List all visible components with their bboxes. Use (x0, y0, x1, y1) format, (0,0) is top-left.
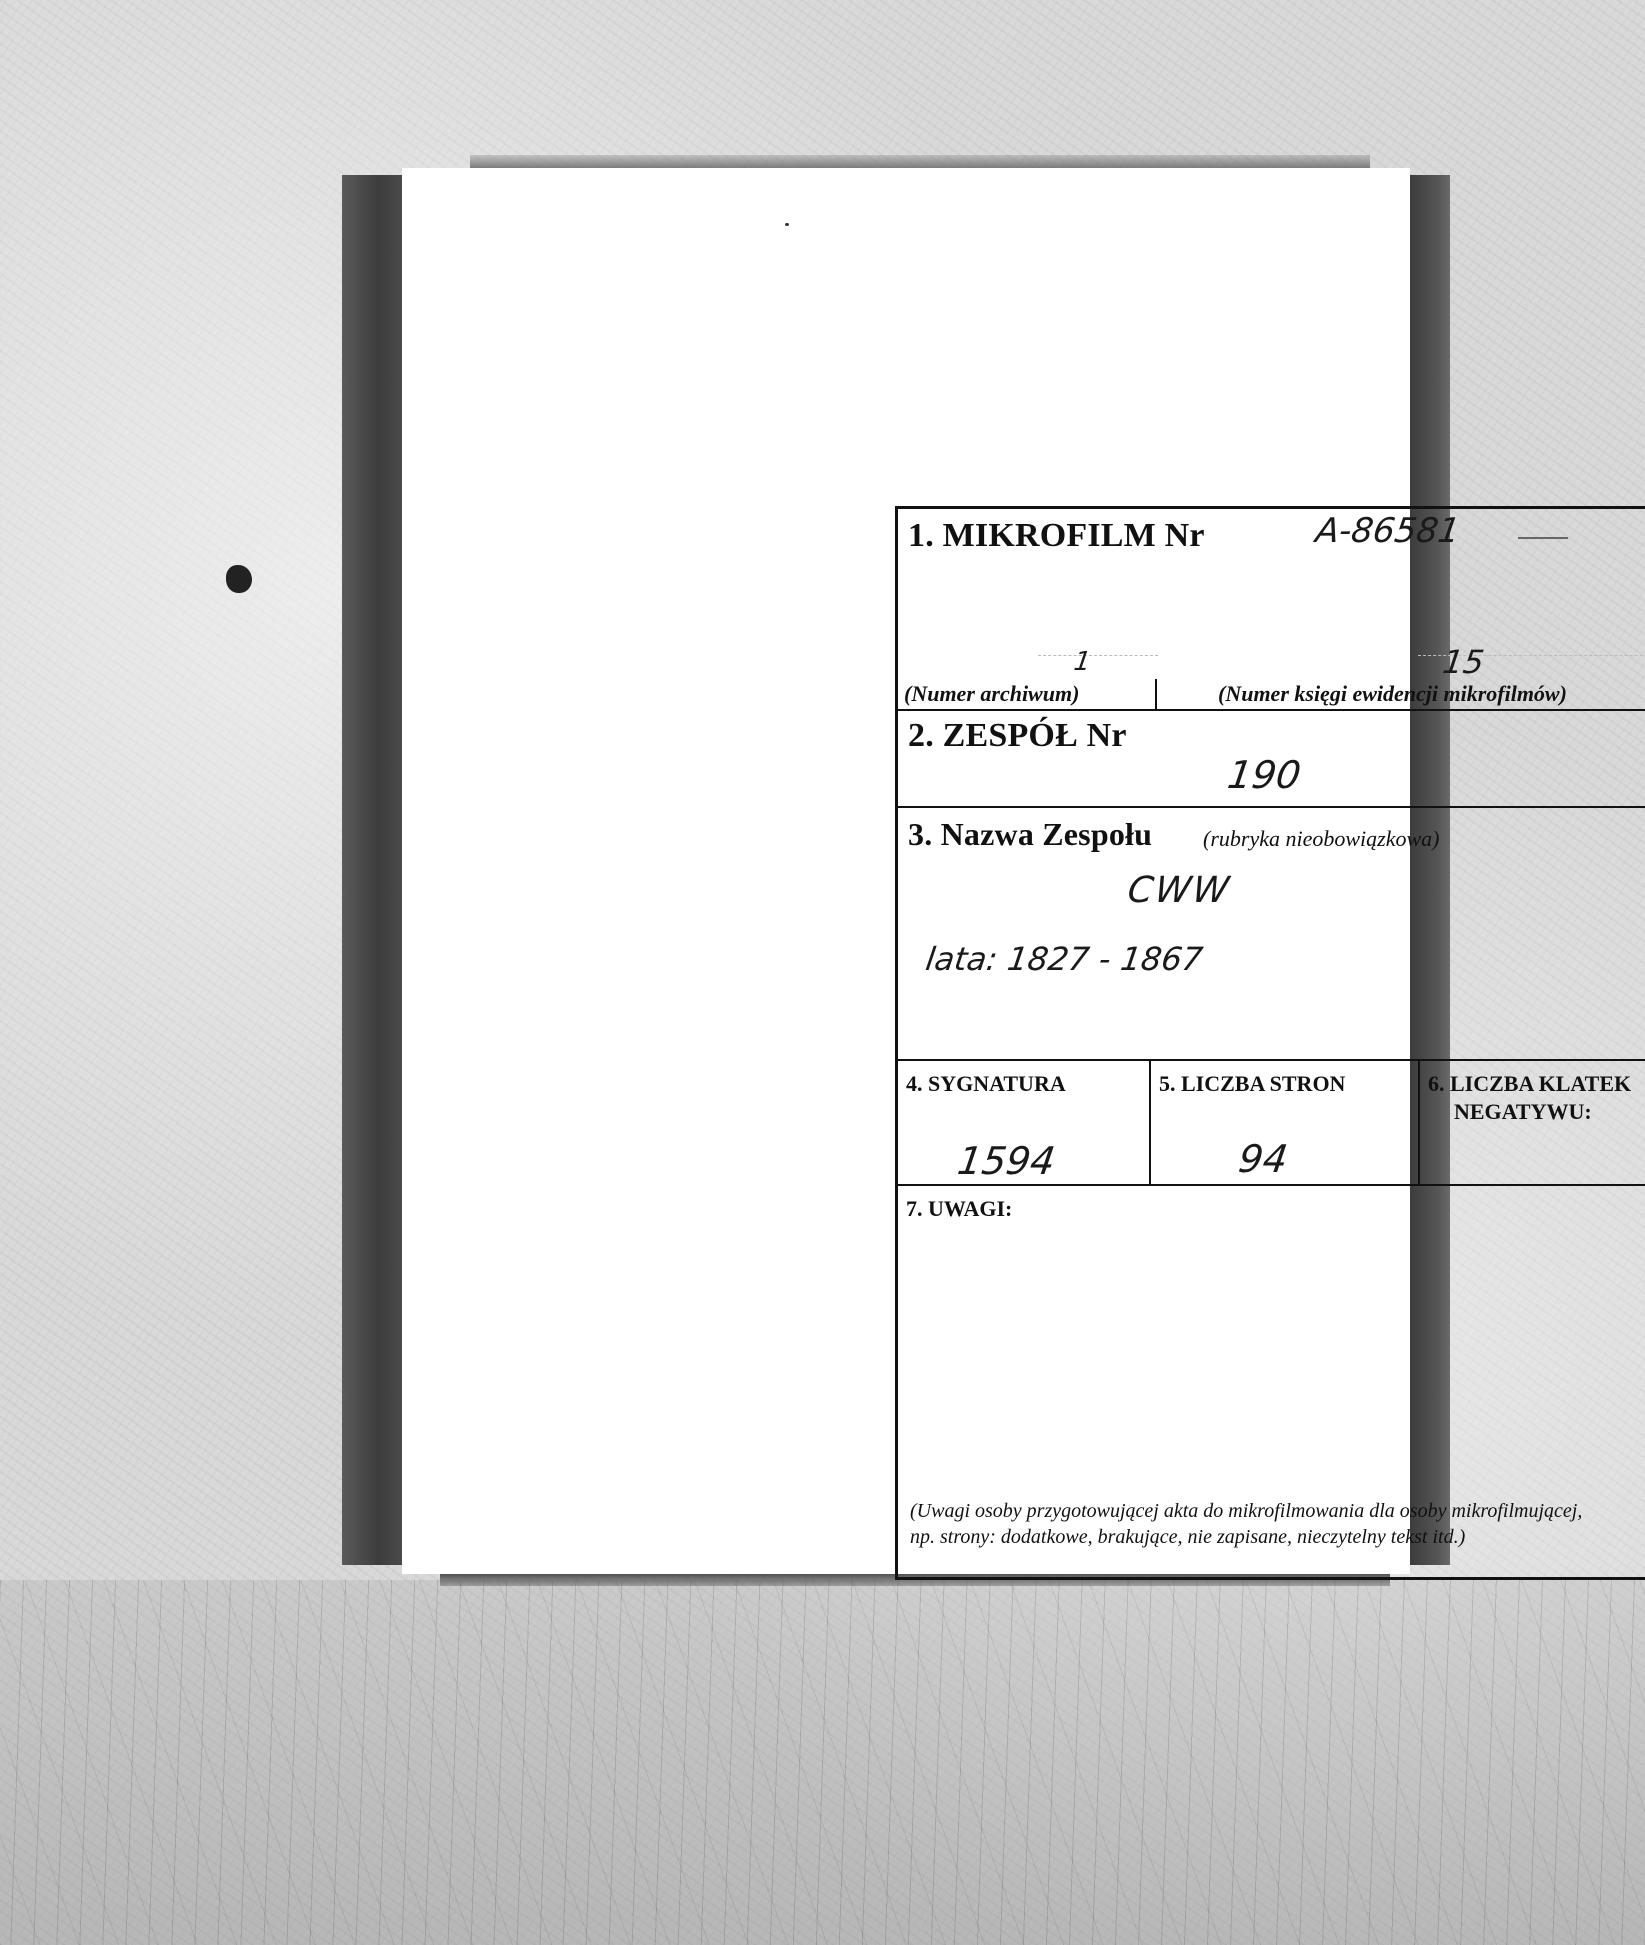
negative-frames-label-line2: NEGATYWU: (1454, 1099, 1592, 1124)
remarks-footnote-line1: (Uwagi osoby przygotowującej akta do mikrofilmowania dla osoby mikrofilmującej, (910, 1500, 1583, 1522)
page-count-label: 5. LICZBA STRON (1159, 1071, 1346, 1096)
fonds-number-value: 190 (1224, 753, 1304, 797)
section-remarks (898, 1186, 1645, 1577)
section-fonds-name (898, 808, 1645, 1061)
microfilm-number-label: 1. MIKROFILM Nr (908, 517, 1205, 554)
signature-value: 1594 (954, 1139, 1058, 1183)
fonds-name-note: (rubryka nieobowiązkowa) (1203, 826, 1440, 851)
page-count-value: 94 (1235, 1137, 1291, 1181)
microfilm-number-value: A-86581 (1313, 511, 1463, 551)
fonds-number-label: 2. ZESPÓŁ Nr (908, 717, 1127, 754)
fonds-years-value: lata: 1827 - 1867 (923, 940, 1206, 978)
paper-shadow-left (342, 175, 402, 1565)
fonds-name-value: CWW (1125, 870, 1234, 911)
archive-number-sublabel: (Numer archiwum) (904, 681, 1080, 706)
signature-cell (898, 1061, 1151, 1184)
background-texture (0, 1580, 1645, 1945)
dotted-line-archive (1038, 655, 1158, 656)
paper-shadow-top (470, 155, 1370, 169)
sublabel-separator (1155, 679, 1157, 709)
ink-stain (226, 565, 252, 593)
paper-sheet (402, 168, 1632, 1574)
section-microfilm-number (898, 509, 1645, 711)
section-signature-pages-frames (898, 1061, 1645, 1186)
register-number-value: 15 (1440, 643, 1487, 681)
microfilm-form (895, 506, 1645, 1580)
signature-label: 4. SYGNATURA (906, 1071, 1066, 1096)
remarks-footnote-line2: np. strony: dodatkowe, brakujące, nie zapisane, nieczytelny tekst itd.) (910, 1526, 1466, 1548)
section-fonds-number (898, 711, 1645, 808)
archive-number-value: 1 (1071, 647, 1093, 677)
negative-frames-cell (1420, 1061, 1645, 1184)
fonds-name-label: 3. Nazwa Zespołu (908, 816, 1153, 852)
dash-mark (1518, 537, 1568, 539)
register-number-sublabel: (Numer księgi ewidencji mikrofilmów) (1218, 681, 1567, 706)
remarks-label: 7. UWAGI: (906, 1196, 1013, 1221)
page-count-cell (1151, 1061, 1420, 1184)
negative-frames-label-line1: 6. LICZBA KLATEK (1428, 1071, 1632, 1096)
speck (785, 223, 789, 226)
